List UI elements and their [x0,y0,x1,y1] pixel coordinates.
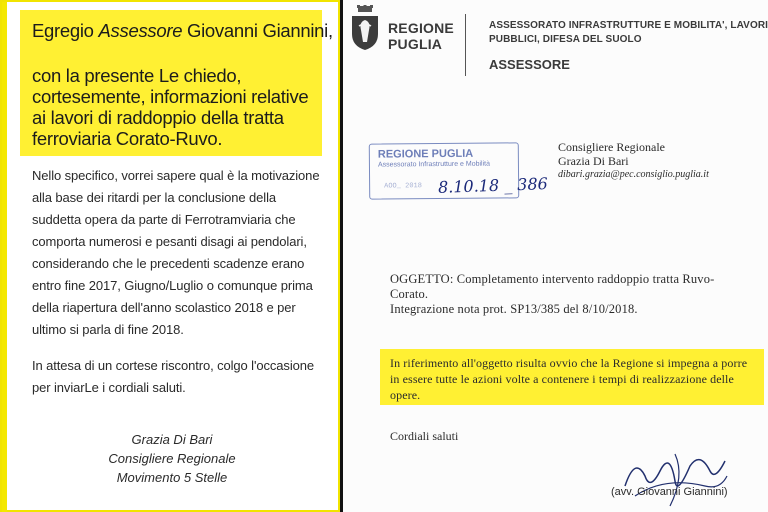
body-line: Nello specifico, vorrei sapere qual è la motivazione [32,168,320,183]
highlight-line: ai lavori di raddoppio della tratta [32,107,284,128]
highlight-line: opere. [390,388,421,402]
greeting-line: Egregio Assessore Giovanni Giannini, [32,20,333,41]
highlight-line: ferroviaria Corato-Ruvo. [32,128,223,149]
body-line: comporta numerosi e pesanti disagi ai pendolari, [32,234,307,249]
right-letter [343,0,768,512]
stamp-subtitle: Assessorato Infrastrutture e Mobilità [377,160,491,169]
signer-name: (avv. Giovanni Giannini) [611,486,728,498]
highlight-line: con la presente Le chiedo, [32,65,242,86]
regione-puglia-crest-icon [349,4,381,52]
office-title: ASSESSORE [489,57,570,72]
body-line: alla base dei ritardi per la conclusione della [32,190,276,205]
department-line: ASSESSORATO INFRASTRUTTURE E MOBILITA', LAVORI [489,20,768,31]
recipient-name: Grazia Di Bari [558,154,629,168]
signature-party: Movimento 5 Stelle [116,470,228,485]
signature-role: Consigliere Regionale [108,451,236,466]
body-line: suddetta opera da parte di Ferrotramviaria che [32,212,296,227]
signature-name: Grazia Di Bari [131,432,213,447]
body-line: entro fine 2017, Giugno/Luglio o comunque prima [32,278,313,293]
recipient-email: dibari.grazia@pec.consiglio.puglia.it [558,169,709,180]
recipient-role: Consigliere Regionale [558,140,665,154]
highlight-line: in essere tutte le azioni volte a contenere i tempi di realizzazione delle [390,372,734,386]
subject-line: Integrazione nota prot. SP13/385 del 8/10/2018. [390,302,638,316]
stamp-code: AOO_ 2018 [384,182,422,191]
stamp-handwritten-number: 8.10.18 _ 386 [437,174,549,197]
department-line: PUBBLICI, DIFESA DEL SUOLO [489,34,642,45]
subject-line: OGGETTO: Completamento intervento raddoppio tratta Ruvo- [390,272,715,286]
highlight-line: cortesemente, informazioni relative [32,86,309,107]
org-name: REGIONE PUGLIA [388,20,454,52]
left-letter [0,0,340,512]
subject-line: Corato. [390,287,429,301]
handwritten-signature-icon [615,446,735,512]
stamp-title: REGIONE PUGLIA [377,147,474,161]
body-line: della riapertura dell'anno scolastico 2018 e per [32,300,296,315]
closing-salutation: Cordiali saluti [390,429,459,443]
highlight-line: In riferimento all'oggetto risulta ovvio che la Regione si impegna a porre [390,356,748,370]
body-line: considerando che le precedenti scadenze erano [32,256,305,271]
header-divider [465,14,466,76]
closing-line: per inviarLe i cordiali saluti. [32,380,186,395]
body-line: ultimo si parla di fine 2018. [32,322,184,337]
closing-line: In attesa di un cortese riscontro, colgo l'occasione [32,358,314,373]
